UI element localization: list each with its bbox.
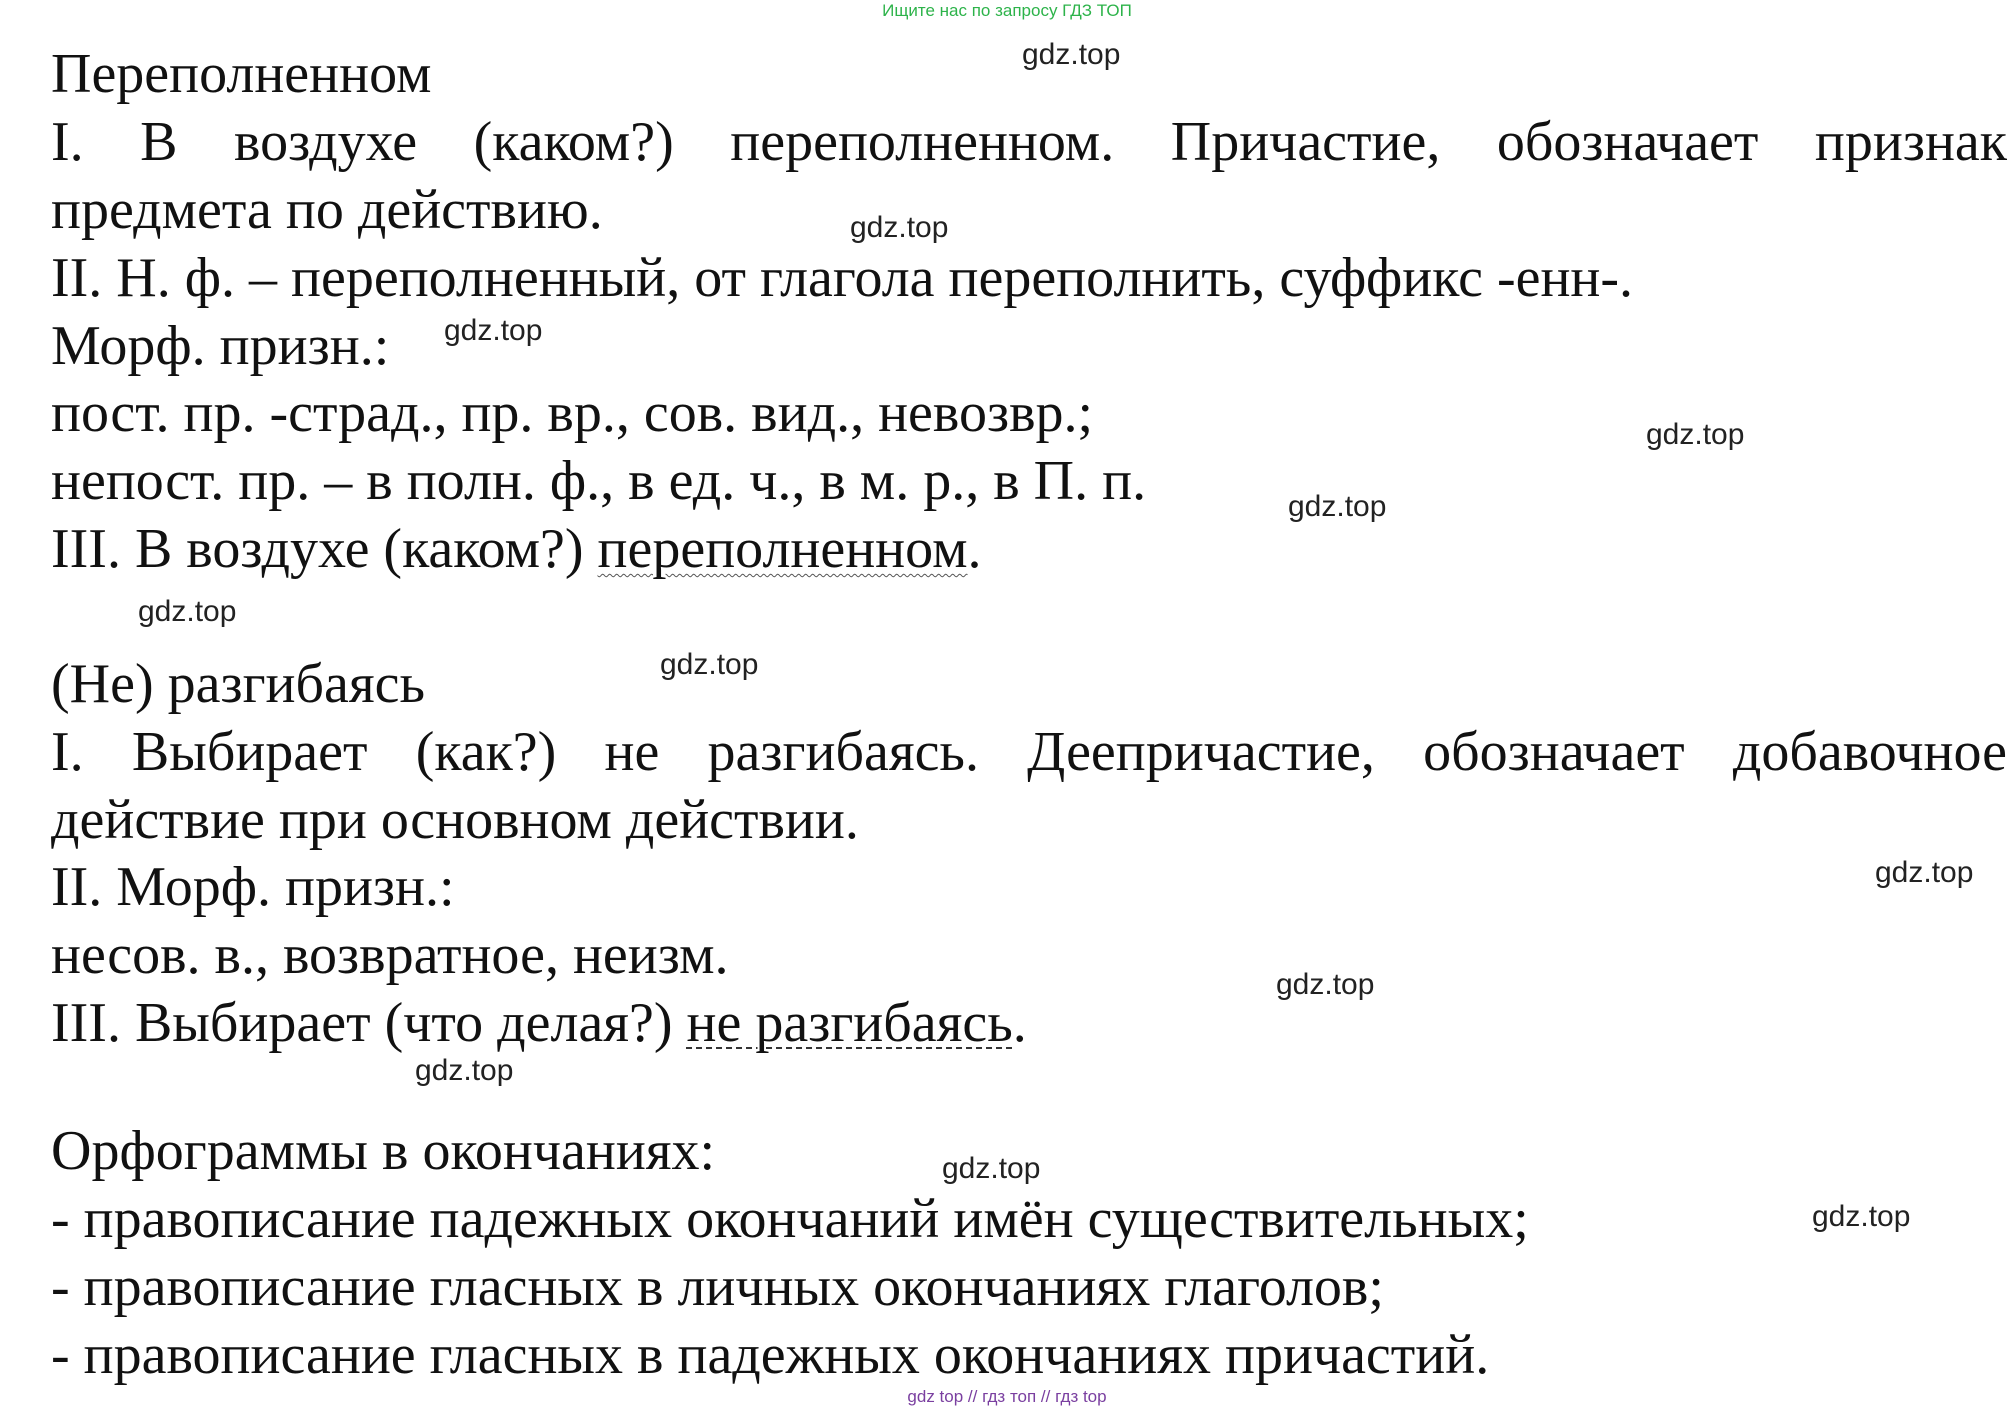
section1-line7 [51, 515, 2011, 583]
section1-line6: непост. пр. – в полн. ф., в ед. ч., в м. р., в П. п. [51, 450, 1147, 512]
section2-heading: (Не) разгибаясь [51, 653, 426, 715]
section3-item: - правописание гласных в личных окончаниях глаголов; [51, 1256, 1384, 1318]
section2-line2: действие при основном действии. [51, 789, 859, 851]
watermark: gdz.top [942, 1152, 1041, 1185]
footer: gdz top // гдз топ // гдз top [907, 1387, 1107, 1406]
section1-line2: предмета по действию. [51, 179, 603, 241]
watermark: gdz.top [850, 211, 949, 244]
watermark: gdz.top [1276, 968, 1375, 1001]
section3-heading: Орфограммы в окончаниях: [51, 1120, 716, 1182]
watermark: gdz.top [1875, 856, 1974, 889]
section2-line5-prefix: III. Выбирает (что делая?) [51, 992, 687, 1054]
section1-line7-prefix: III. В воздухе (каком?) [51, 518, 598, 580]
underlined-gerund: не разгибаясь [686, 992, 1013, 1054]
section2-line1: I. Выбирает (как?) не разгибаясь. Деепричастие, обозначает добавочное [51, 721, 2007, 783]
section1-line5: пост. пр. -страд., пр. вр., сов. вид., невозвр.; [51, 382, 1094, 444]
section3-item: - правописание падежных окончаний имён существительных; [51, 1188, 1529, 1250]
section1-line3: II. Н. ф. – переполненный, от глагола переполнить, суффикс -енн-. [51, 247, 1634, 309]
watermark: gdz.top [1812, 1200, 1911, 1233]
section3-item: - правописание гласных в падежных окончаниях причастий. [51, 1324, 1490, 1386]
section2-line5-suffix: . [1012, 992, 1027, 1054]
section1-line1: I. В воздухе (каком?) переполненном. Причастие, обозначает признак [51, 111, 2007, 173]
watermark: gdz.top [444, 314, 543, 347]
section2-line5 [51, 989, 2011, 1057]
underlined-participle: переполненном [597, 518, 968, 580]
section1-line4: Морф. призн.: [51, 315, 390, 377]
watermark: gdz.top [1646, 418, 1745, 451]
section2-line4: несов. в., возвратное, неизм. [51, 924, 729, 986]
watermark: gdz.top [415, 1054, 514, 1087]
section1-heading: Переполненном [51, 43, 432, 105]
watermark: gdz.top [660, 648, 759, 681]
watermark: gdz.top [1022, 38, 1121, 71]
watermark: gdz.top [138, 595, 237, 628]
watermark: gdz.top [1288, 490, 1387, 523]
section2-line3: II. Морф. призн.: [51, 856, 455, 918]
top-banner: Ищите нас по запросу ГДЗ ТОП [882, 1, 1132, 20]
section1-line7-suffix: . [967, 518, 982, 580]
